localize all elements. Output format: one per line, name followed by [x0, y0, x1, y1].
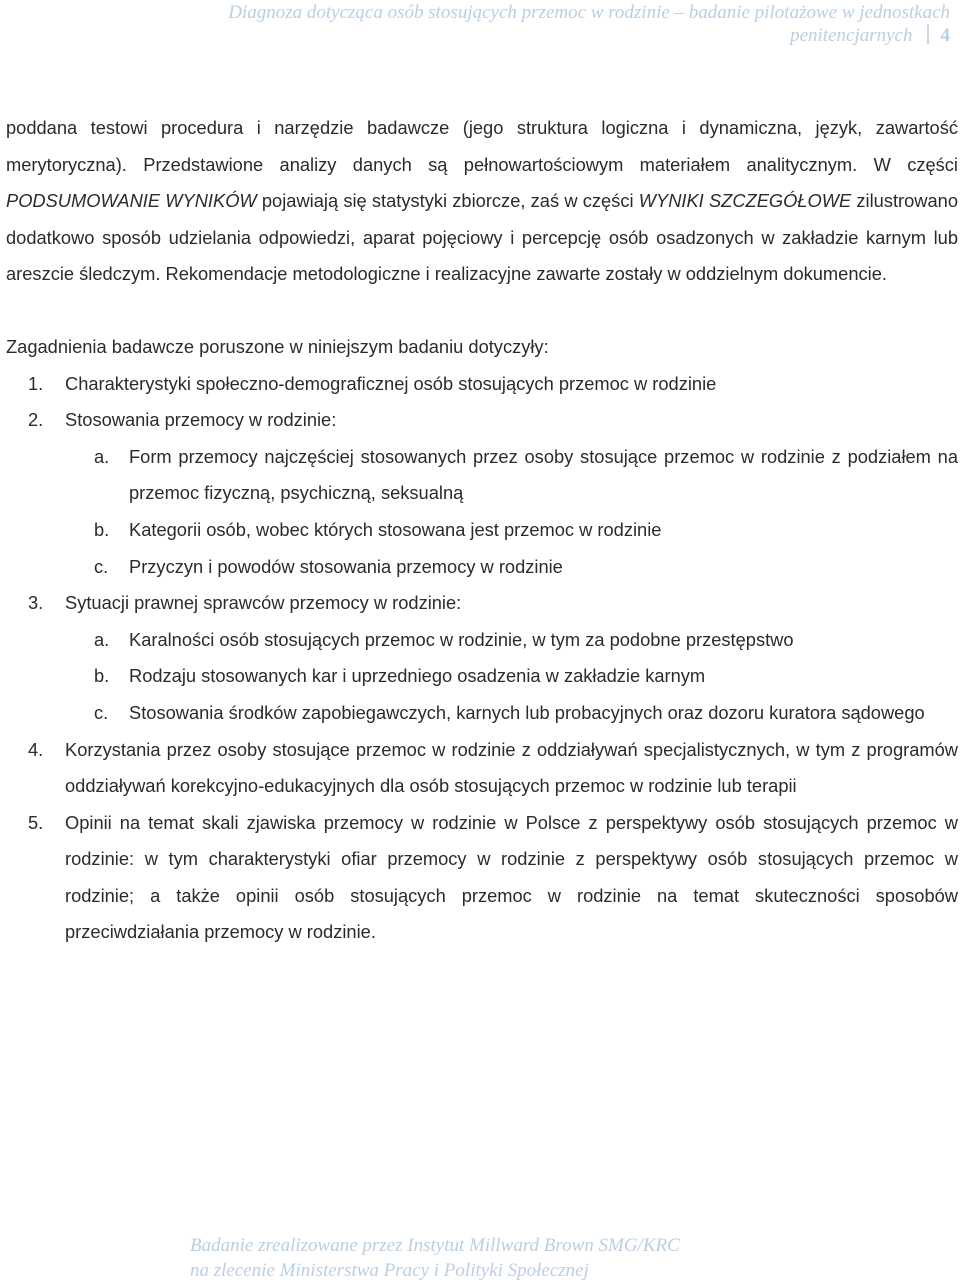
list-item-text: Charakterystyki społeczno-demograficznej osób stosujących przemoc w rodzinie — [65, 372, 717, 394]
list-number: 3. — [28, 592, 44, 614]
footer-line2: na zlecenie Ministerstwa Pracy i Polityki Społecznej — [190, 1260, 589, 1281]
sub-list-letter: b. — [94, 665, 110, 687]
intro-text-1: poddana testowi procedura i narzędzie badawcze (jego struktura logiczna i dynamiczna, język, zawartość merytoryczna). Przedstawione analizy danych są pełnowartościowym materiałem analitycznym. W części — [6, 117, 958, 175]
list-item-text: Sytuacji prawnej sprawców przemocy w rodzinie: — [65, 592, 462, 614]
sub-list-item-text: Karalności osób stosujących przemoc w rodzinie, w tym za podobne przestępstwo — [129, 628, 794, 650]
list-item — [6, 402, 958, 439]
sub-list-item-text: Rodzaju stosowanych kar i uprzedniego osadzenia w zakładzie karnym — [129, 665, 706, 687]
list-item-text: Stosowania przemocy w rodzinie: — [65, 409, 337, 431]
list-item — [6, 585, 958, 622]
sub-list-letter: b. — [94, 518, 110, 540]
list-number: 4. — [28, 738, 44, 760]
list-number: 5. — [28, 811, 44, 833]
sub-list-item-text: Form przemocy najczęściej stosowanych przez osoby stosujące przemoc w rodzinie z podziałem na przemoc fizyczną, psychiczną, seksualną — [129, 445, 958, 504]
sub-list-item-text: Stosowania środków zapobiegawczych, karnych lub probacyjnych oraz dozoru kuratora sądowego — [129, 701, 925, 723]
document-body — [6, 110, 958, 951]
sub-list-item — [6, 658, 958, 695]
list-item — [6, 805, 958, 951]
sub-list-letter: a. — [94, 445, 110, 467]
sub-list-item-text: Kategorii osób, wobec których stosowana jest przemoc w rodzinie — [129, 518, 662, 540]
intro-paragraph — [6, 110, 958, 293]
sub-list-item — [6, 512, 958, 549]
sub-list-item — [6, 549, 958, 586]
section-name-summary: PODSUMOWANIE WYNIKÓW — [6, 190, 257, 212]
footer-line1: Badanie zrealizowane przez Instytut Millward Brown SMG/KRC — [190, 1235, 680, 1256]
sub-list-item — [6, 622, 958, 659]
header-title-line2-row — [790, 23, 950, 48]
sub-list-item — [6, 695, 958, 732]
list-item-text: Opinii na temat skali zjawiska przemocy w rodzinie w Polsce z perspektywy osób stosujących przemoc w rodzinie: w tym charakterystyki ofiar przemocy w rodzinie z perspektywy osób stosujących przemoc w rodzinie; a także opinii osób stosujących przemoc w rodzinie na temat skuteczności sposobów przeciwdziałania przemocy w rodzinie. — [65, 811, 958, 943]
list-item — [6, 732, 958, 805]
sub-list-item-text: Przyczyn i powodów stosowania przemocy w rodzinie — [129, 555, 563, 577]
list-item — [6, 366, 958, 403]
sub-list-item — [6, 439, 958, 512]
header-title-line1: Diagnoza dotycząca osób stosujących przemoc w rodzinie – badanie pilotażowe w jednostkach — [228, 2, 950, 23]
sub-list — [6, 622, 958, 732]
paragraph-gap — [6, 293, 958, 329]
sub-list-letter: a. — [94, 628, 110, 650]
section-name-details: WYNIKI SZCZEGÓŁOWE — [638, 190, 852, 212]
list-intro: Zagadnienia badawcze poruszone w niniejszym badaniu dotyczyły: — [6, 335, 549, 357]
page-number: 4 — [940, 25, 950, 46]
header-separator — [927, 24, 929, 44]
page-footer — [190, 1233, 680, 1283]
intro-text-2: pojawiają się statystyki zbiorcze, zaś w części — [256, 190, 639, 212]
sub-list-letter: c. — [94, 701, 109, 723]
research-topics-list — [6, 366, 958, 952]
list-number: 1. — [28, 372, 44, 394]
header-title-line2: penitencjarnych — [790, 25, 913, 46]
sub-list — [6, 439, 958, 585]
list-item-text: Korzystania przez osoby stosujące przemoc w rodzinie z oddziaływań specjalistycznych, w tym z programów oddziaływań korekcyjno-edukacyjnych dla osób stosujących przemoc w rodzinie lub terapii — [65, 738, 958, 797]
intro-text-3: zilustrowano dodatkowo sposób udzielania odpowiedzi, aparat pojęciowy i percepcję osób osadzonych w zakładzie karnym lub areszcie śledczym. Rekomendacje metodologiczne i realizacyjne zawarte zostały w oddzielnym dokumencie. — [6, 190, 958, 285]
list-number: 2. — [28, 409, 44, 431]
sub-list-letter: c. — [94, 555, 109, 577]
